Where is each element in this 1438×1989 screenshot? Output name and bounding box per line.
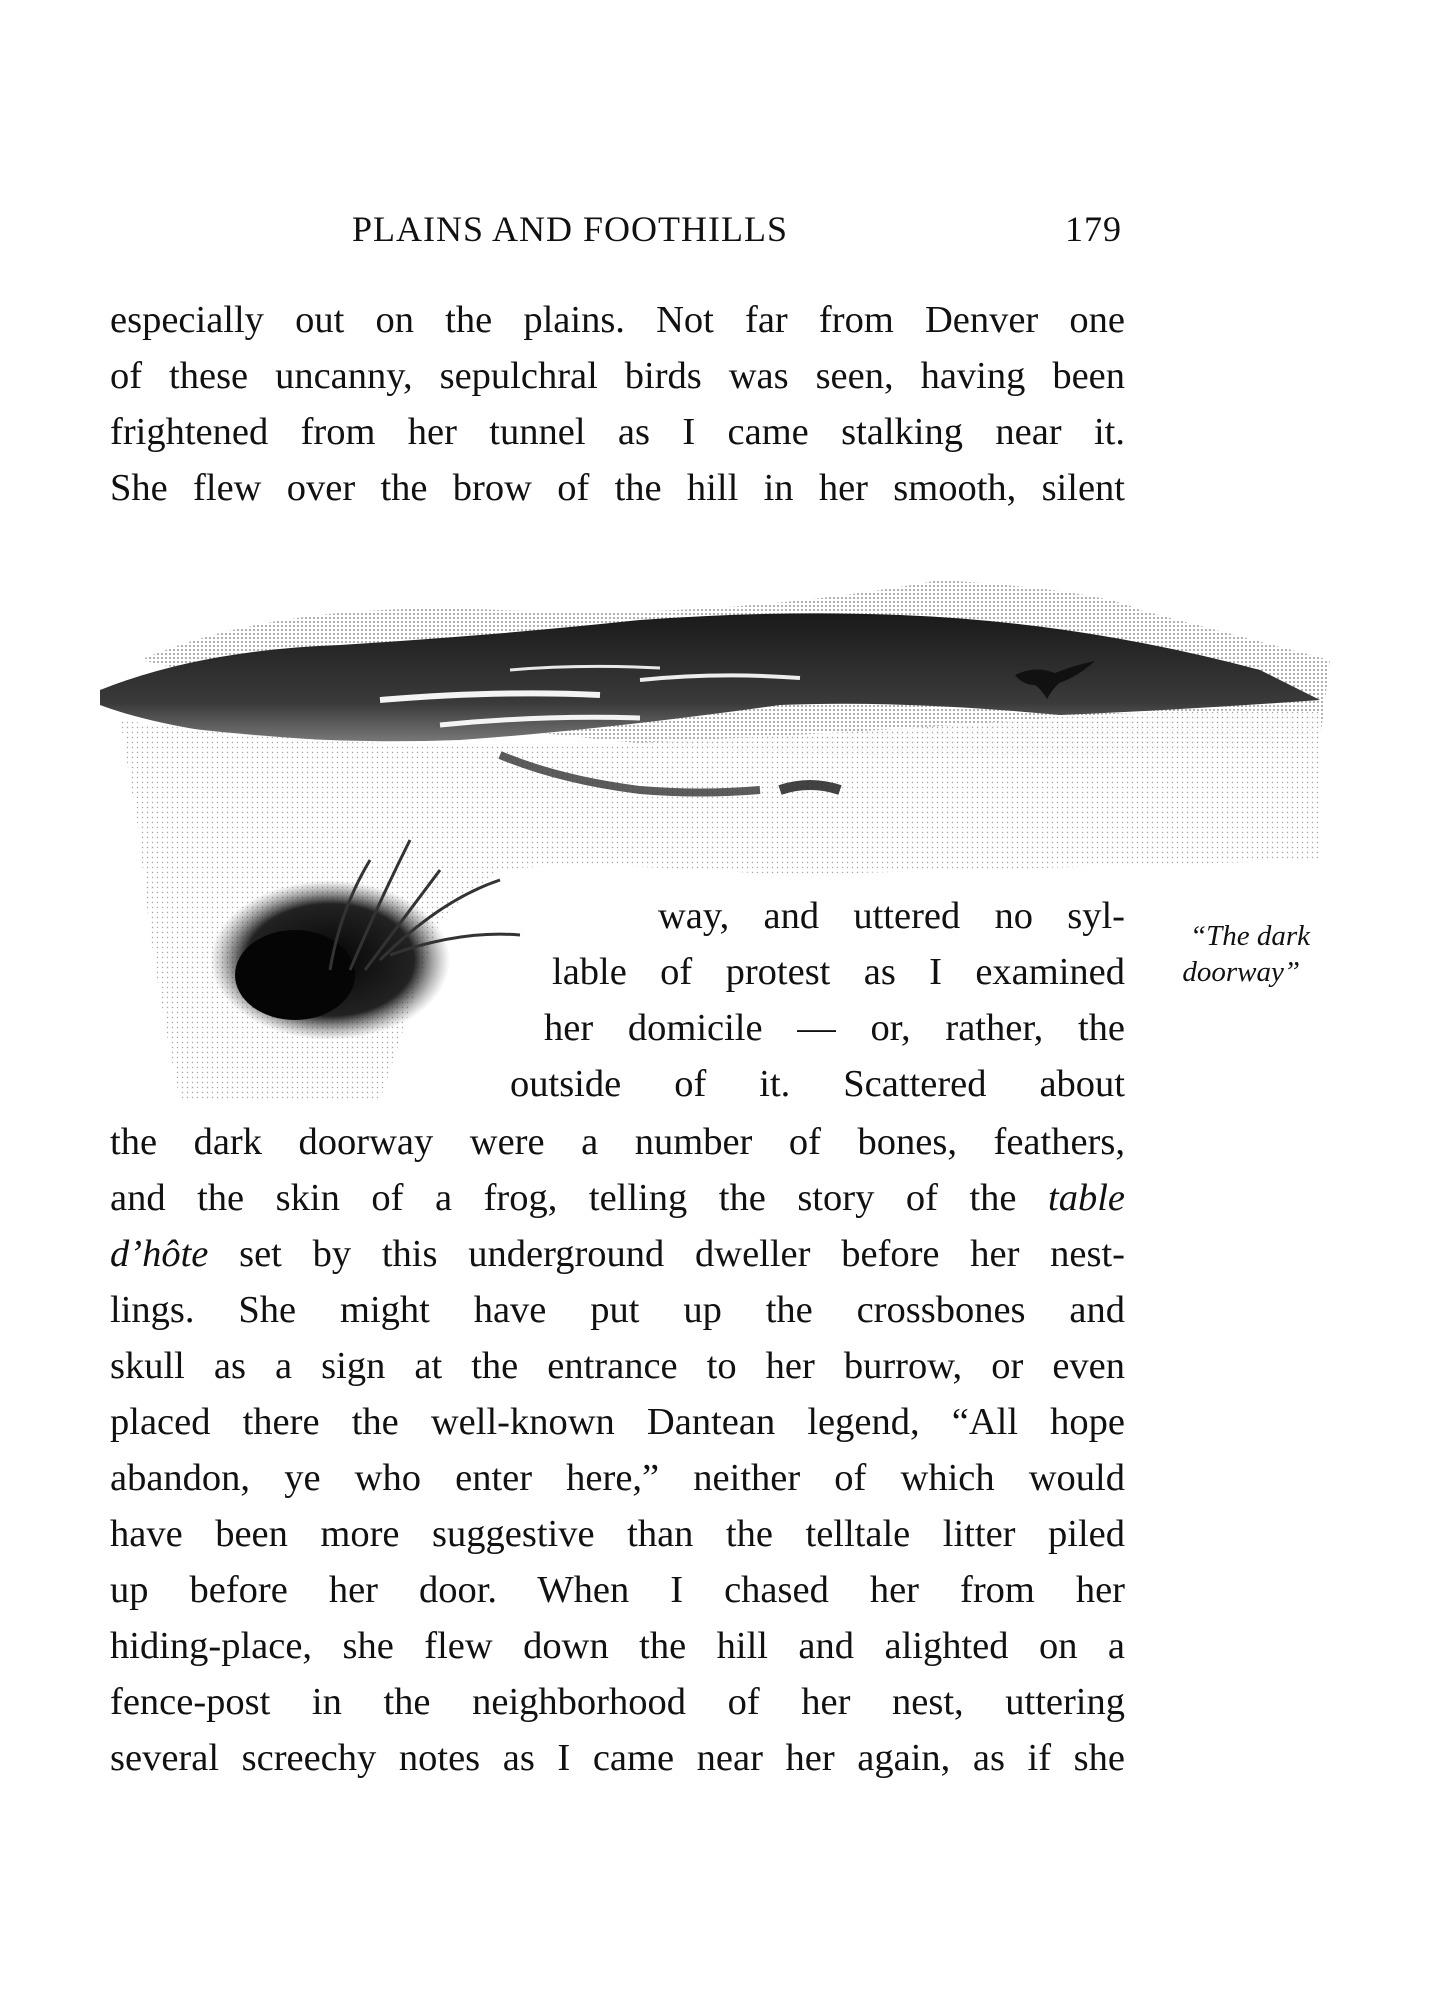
text-line-4: She flew over the brow of the hill in her smooth, silent	[110, 467, 1125, 509]
running-title: PLAINS AND FOOTHILLS	[352, 209, 789, 249]
text-line-12: lings. She might have put up the crossbones and	[110, 1289, 1125, 1331]
marginal-note-line-2: doorway”	[1182, 956, 1300, 988]
italic-table: table	[1048, 1177, 1125, 1219]
text-line-16: have been more suggestive than the telltale litter piled	[110, 1513, 1125, 1555]
page-header	[352, 208, 1122, 258]
marginal-note-line-1: “The dark	[1189, 920, 1310, 952]
text-line-5: way, and uttered no syl-	[658, 895, 1125, 937]
text-line-13: skull as a sign at the entrance to her burrow, or even	[110, 1345, 1125, 1387]
text-line-3: frightened from her tunnel as I came stalking near it.	[110, 411, 1125, 453]
text-line-11	[110, 1226, 1125, 1282]
text-line-1: especially out on the plains. Not far from Denver one	[110, 299, 1125, 341]
text-line-20: several screechy notes as I came near her again, as if she	[110, 1737, 1125, 1779]
text-line-10	[110, 1170, 1125, 1226]
text-line-19: fence-post in the neighborhood of her nest, uttering	[110, 1681, 1125, 1723]
text-line-2: of these uncanny, sepulchral birds was seen, having been	[110, 355, 1125, 397]
text-line-14: placed there the well-known Dantean legend, “All hope	[110, 1401, 1125, 1443]
text-line-7: her domicile — or, rather, the	[544, 1007, 1125, 1049]
text-line-17: up before her door. When I chased her from her	[110, 1569, 1125, 1611]
page-number: 179	[1065, 209, 1122, 249]
text-segment: and the skin of a frog, telling the story of the	[110, 1177, 1017, 1219]
text-segment: set by this underground dweller before her nest-	[239, 1233, 1126, 1275]
marginal-note	[1132, 918, 1310, 990]
italic-dhote: d’hôte	[110, 1233, 209, 1275]
text-line-18: hiding-place, she flew down the hill and alighted on a	[110, 1625, 1125, 1667]
text-line-9: the dark doorway were a number of bones, feathers,	[110, 1121, 1125, 1163]
text-line-6: lable of protest as I examined	[552, 951, 1125, 993]
text-line-8: outside of it. Scattered about	[510, 1063, 1125, 1105]
text-line-15: abandon, ye who enter here,” neither of which would	[110, 1457, 1125, 1499]
